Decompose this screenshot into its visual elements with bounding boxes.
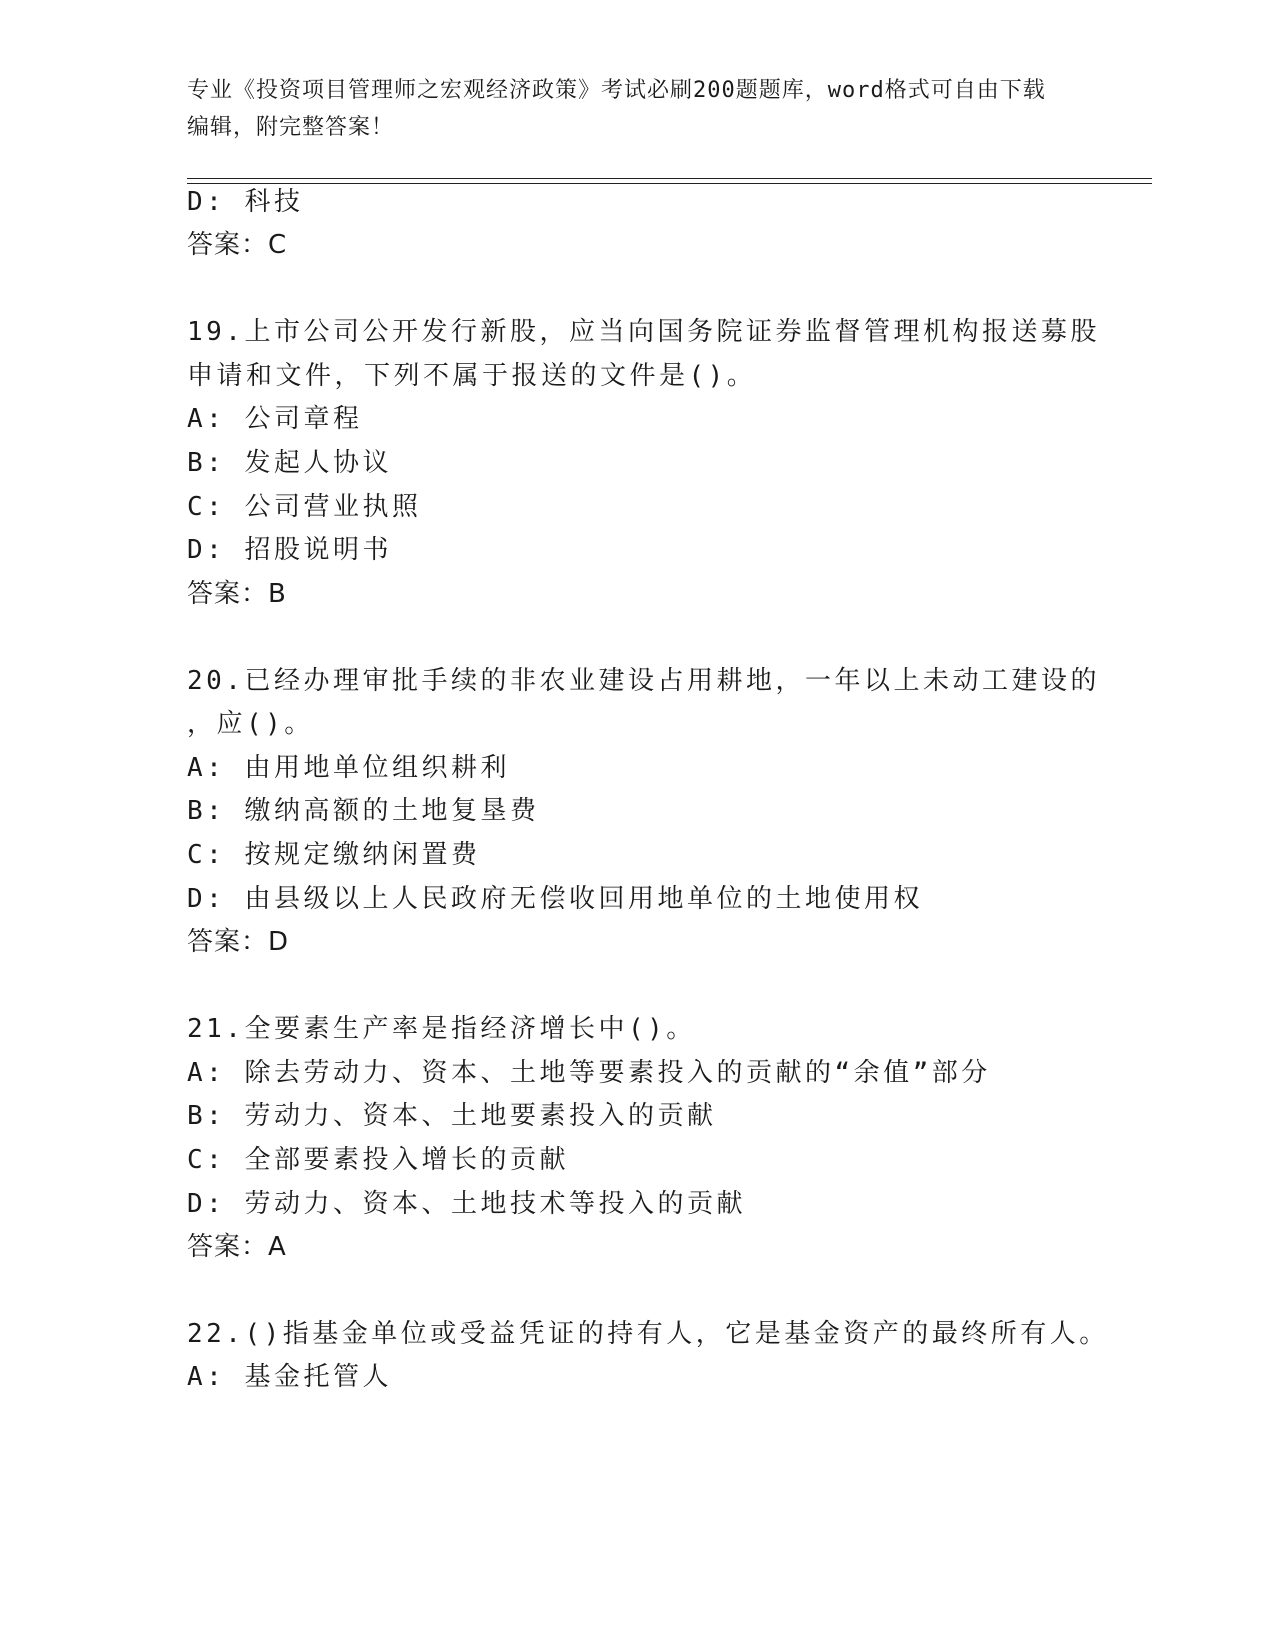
q22-option-a: A: 基金托管人	[187, 1362, 392, 1392]
prev-answer: 答案：C	[187, 230, 288, 260]
q19-answer: 答案：B	[187, 579, 287, 609]
q20-option-c: C: 按规定缴纳闲置费	[187, 840, 481, 870]
q20-option-a: A: 由用地单位组织耕利	[187, 753, 510, 783]
q19-stem-line2: 申请和文件，下列不属于报送的文件是()。	[187, 361, 757, 391]
q19-stem-line1: 19.上市公司公开发行新股，应当向国务院证券监督管理机构报送募股	[187, 317, 1100, 347]
q21-option-c: C: 全部要素投入增长的贡献	[187, 1145, 569, 1175]
q19-option-c: C: 公司营业执照	[187, 492, 422, 522]
q21-option-d: D: 劳动力、资本、土地技术等投入的贡献	[187, 1189, 746, 1219]
q20-stem-line2: ，应()。	[187, 709, 314, 739]
q20-option-d: D: 由县级以上人民政府无偿收回用地单位的土地使用权	[187, 884, 923, 914]
q19-option-a: A: 公司章程	[187, 404, 363, 434]
q22-stem-line1: 22.()指基金单位或受益凭证的持有人，它是基金资产的最终所有人。	[187, 1319, 1109, 1349]
q20-option-b: B: 缴纳高额的土地复垦费	[187, 796, 540, 826]
q20-answer: 答案：D	[187, 927, 290, 957]
q21-option-a: A: 除去劳动力、资本、土地等要素投入的贡献的“余值”部分	[187, 1058, 991, 1088]
header-rule-top	[187, 178, 1152, 179]
q20-stem-line1: 20.已经办理审批手续的非农业建设占用耕地，一年以上未动工建设的	[187, 666, 1100, 696]
q21-option-b: B: 劳动力、资本、土地要素投入的贡献	[187, 1101, 717, 1131]
q21-answer: 答案：A	[187, 1232, 287, 1262]
q21-stem-line1: 21.全要素生产率是指经济增长中()。	[187, 1014, 696, 1044]
document-header: 专业《投资项目管理师之宏观经济政策》考试必刷200题题库，word格式可自由下载编辑，附完整答案！	[187, 78, 1046, 140]
q19-option-b: B: 发起人协议	[187, 448, 392, 478]
header-rule-bottom	[187, 183, 1152, 184]
prev-option-d: D: 科技	[187, 187, 304, 217]
q19-option-d: D: 招股说明书	[187, 535, 392, 565]
